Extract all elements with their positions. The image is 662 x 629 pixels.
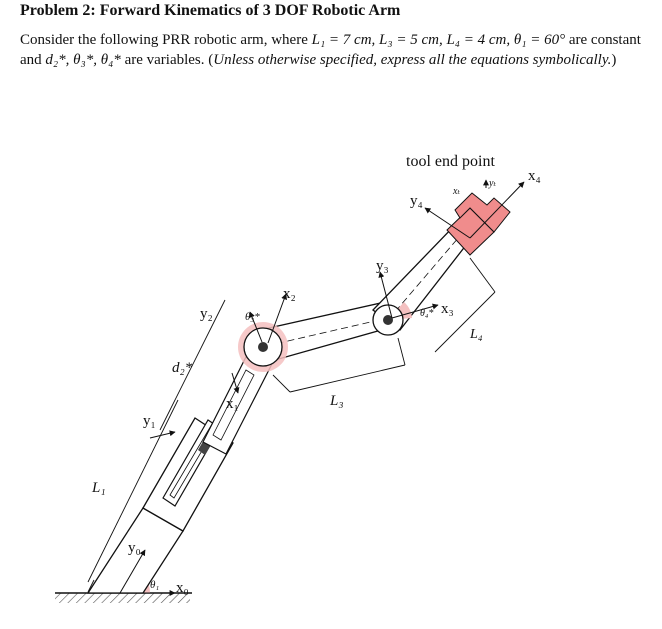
joint-3 <box>238 322 288 372</box>
theta1-value: θ₁ = 60° <box>513 32 566 48</box>
L1-label: L₁ <box>92 480 106 496</box>
L1-value: L₁ = 7 cm, <box>311 32 376 48</box>
x2-label: x₂ <box>283 286 296 302</box>
d2-label: d₂* <box>172 360 193 376</box>
L3-value: L₃ = 5 cm, <box>379 32 443 48</box>
italic-note: Unless otherwise specified, express all the equations symbolically. <box>213 52 612 68</box>
L3-label: L₃ <box>330 393 344 409</box>
ground <box>55 593 192 603</box>
statement-end: ) <box>611 52 617 68</box>
variable-list: d₂*, θ₃*, θ₄* <box>45 52 121 68</box>
theta1-label: θ₁ <box>150 579 160 591</box>
statement-intro: Consider the following PRR robotic arm, where <box>20 32 312 48</box>
theta3-label: θ₃* <box>245 311 260 323</box>
L4-label: L₄ <box>470 327 483 342</box>
yt-label: yₜ <box>489 178 496 189</box>
y2-label: y₂ <box>200 306 213 322</box>
tool-end-label: tool end point <box>406 153 495 170</box>
y0-label: y₀ <box>128 540 141 556</box>
statement-mid2: are variables. ( <box>120 52 214 68</box>
problem-title: Problem 2: Forward Kinematics of 3 DOF Robotic Arm <box>20 2 401 19</box>
x4-label: x₄ <box>528 168 541 184</box>
y4-label: y₄ <box>410 193 423 209</box>
y3-label: y₃ <box>376 258 389 274</box>
L4-value: L₄ = 4 cm, <box>446 32 511 48</box>
y1-label: y₁ <box>143 413 156 429</box>
x0-label: x₀ <box>176 580 189 596</box>
theta4-label: θ₄* <box>420 308 434 319</box>
xt-label: xₜ <box>453 186 460 197</box>
x1-label: x₁ <box>226 396 239 412</box>
x3-label: x₃ <box>441 301 454 317</box>
prismatic-link <box>88 345 275 593</box>
statement-mid: are constant and <box>20 32 641 68</box>
